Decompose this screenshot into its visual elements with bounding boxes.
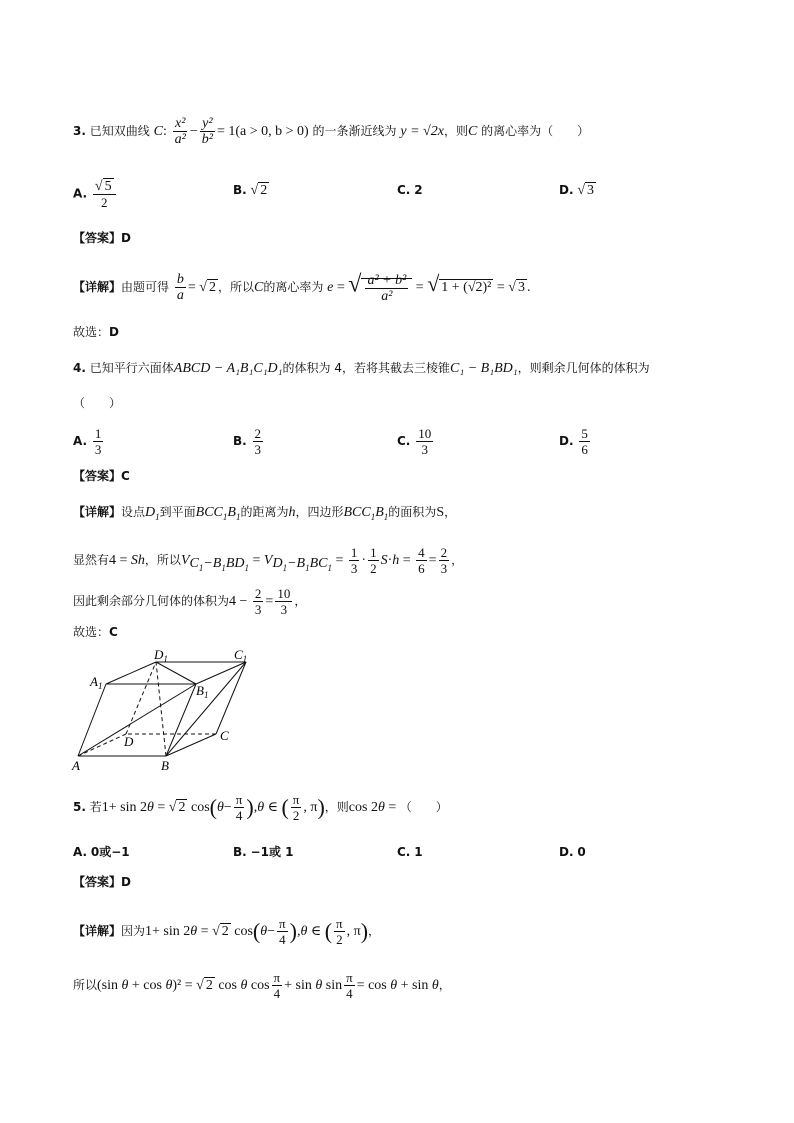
edge-b-d1 [156,662,166,756]
q3-detail: 【详解】由题可得 $\frac{b}{a}$ = √ 2 ，所以C的离心率为 e = √ $\frac{\text{a² + b²}}{\text{a²}}$ = √ 1 + (√2)² = √ 3 . [73,271,531,304]
q4-option-c: C. $\frac{10}{3}$ [397,426,432,457]
q5-number: 5. [73,800,86,814]
q3-option-d: D. √ 3 [559,180,596,201]
q4-pyramid: C₁ − B₁BD₁ [450,361,518,376]
q3-choice: 故选：D [73,325,119,339]
q3-option-c: C. 2 [397,183,423,197]
q3-frac-x: $\frac{\text{x²}}{\text{a²}}$ [174,116,186,147]
q4-answer-value: C [121,469,130,483]
edge-b-c1 [166,662,246,756]
q3-option-c-value: 2 [414,183,423,197]
q3-condition: = 1(a > 0, b > 0) [216,124,309,139]
q5-detail-2: 所以(sin θ + cos θ)² = √ 2 cos θ cos $\frac{\pi}{4}$ + sin θ sin $\frac{\pi}{4}$ = cos θ + sin θ， [73,970,451,1001]
label-d: D [124,734,134,749]
q4-detail-2: 显然有4 = Sh，所以$V_{C_1-B_1BD_1} = V_{D_1-B_1BC_1}$ = $\frac{1}{3}$ · $\frac{1}{2}$ S·h = $\frac{4}{6}$ = $\frac{2}{3}$ ， [73,545,464,576]
edge-a-b1 [78,684,196,756]
q4-choice: 故选：C [73,625,118,639]
q4-option-a: A. $\frac{1}{3}$ [73,426,102,457]
q4-option-d: D. $\frac{5}{6}$ [559,426,588,457]
label-b1: $B_1$ [196,683,209,700]
edge-d1-b1 [156,662,196,684]
q4-detail-3: 因此剩余部分几何体的体积为4 − $\frac{2}{3}$ = $\frac{10}{3}$ ， [73,586,307,617]
q3-stem: 3. 已知双曲线 C: $\frac{\text{x²}}{\text{a²}}$ − $\frac{\text{y²}}{\text{b²}}$ = 1(a > 0, b > 0) 的一条渐近线为 y = √2x，则C 的离心率为（ ） [73,116,590,147]
q5-option-c: C. 1 [397,845,423,859]
q5-detail-1: 【详解】因为1+ sin 2θ = √ 2 cos(θ− $\frac{\pi}{4}$ ),θ ∈ ( $\frac{\pi}{2}$ , π)， [73,916,381,947]
q3-option-b: B. √ 2 [233,180,269,201]
q4-stem: 4. 已知平行六面体ABCD − A₁B₁C₁D₁的体积为 4，若将其截去三棱锥C₁ − B₁BD₁，则剩余几何体的体积为 [73,361,650,376]
q5-stem: 5. 若1+ sin 2θ = √ 2 cos(θ− $\frac{\pi}{4}$ ),θ ∈ ( $\frac{\pi}{2}$ , π)，则cos 2θ = （ ） [73,792,448,823]
q4-option-b: B. $\frac{2}{3}$ [233,426,262,457]
q4-figure [68,648,268,774]
q5-option-d: D. 0 [559,845,586,859]
q5-answer: 【答案】D [73,875,131,889]
q3-text-post: ，则 [443,124,468,138]
q4-solid: ABCD − A₁B₁C₁D₁ [173,361,283,376]
q4-paren: （ ） [73,396,122,410]
label-a1: $A_1$ [90,674,103,691]
q4-detail-1: 【详解】设点$D_1$到平面$BCC_1B_1$的距离为h，四边形$BCC_1B_1$的面积为S， [73,505,457,522]
q3-curve-name-2: C [467,124,478,139]
q3-frac-y: $\frac{\text{y²}}{\text{b²}}$ [201,116,213,147]
q5-option-a: A. 0或−1 [73,845,130,859]
q5-option-b: B. −1或 1 [233,845,294,859]
q3-option-a-value: $\frac{√ 5}{2}$ [93,178,116,210]
q3-option-a: A. $\frac{√ 5}{2}$ [73,178,118,210]
q3-text-mid: 的一条渐近线为 [312,124,397,138]
q3-answer-value: D [121,231,131,245]
q4-answer: 【答案】C [73,469,130,483]
q3-option-d-value: √ 3 [577,183,595,198]
label-c: C [220,728,229,743]
q3-curve-name: C [153,124,163,139]
edge-a-a1 [78,684,106,756]
q3-answer: 【答案】D [73,231,131,245]
q4-number: 4. [73,361,86,375]
q3-text-post2: 的离心率为（ ） [481,124,590,138]
label-d1: $D_1$ [154,648,168,664]
label-c1: $C_1$ [234,648,248,664]
q3-option-b-value: √ 2 [250,183,268,198]
label-b: B [161,758,169,773]
q5-answer-value: D [121,875,131,889]
label-a: A [72,758,80,773]
q3-number: 3. [73,124,86,138]
q3-asymptote: y = √2x [400,124,444,139]
q3-text-pre: 已知双曲线 [89,124,150,138]
